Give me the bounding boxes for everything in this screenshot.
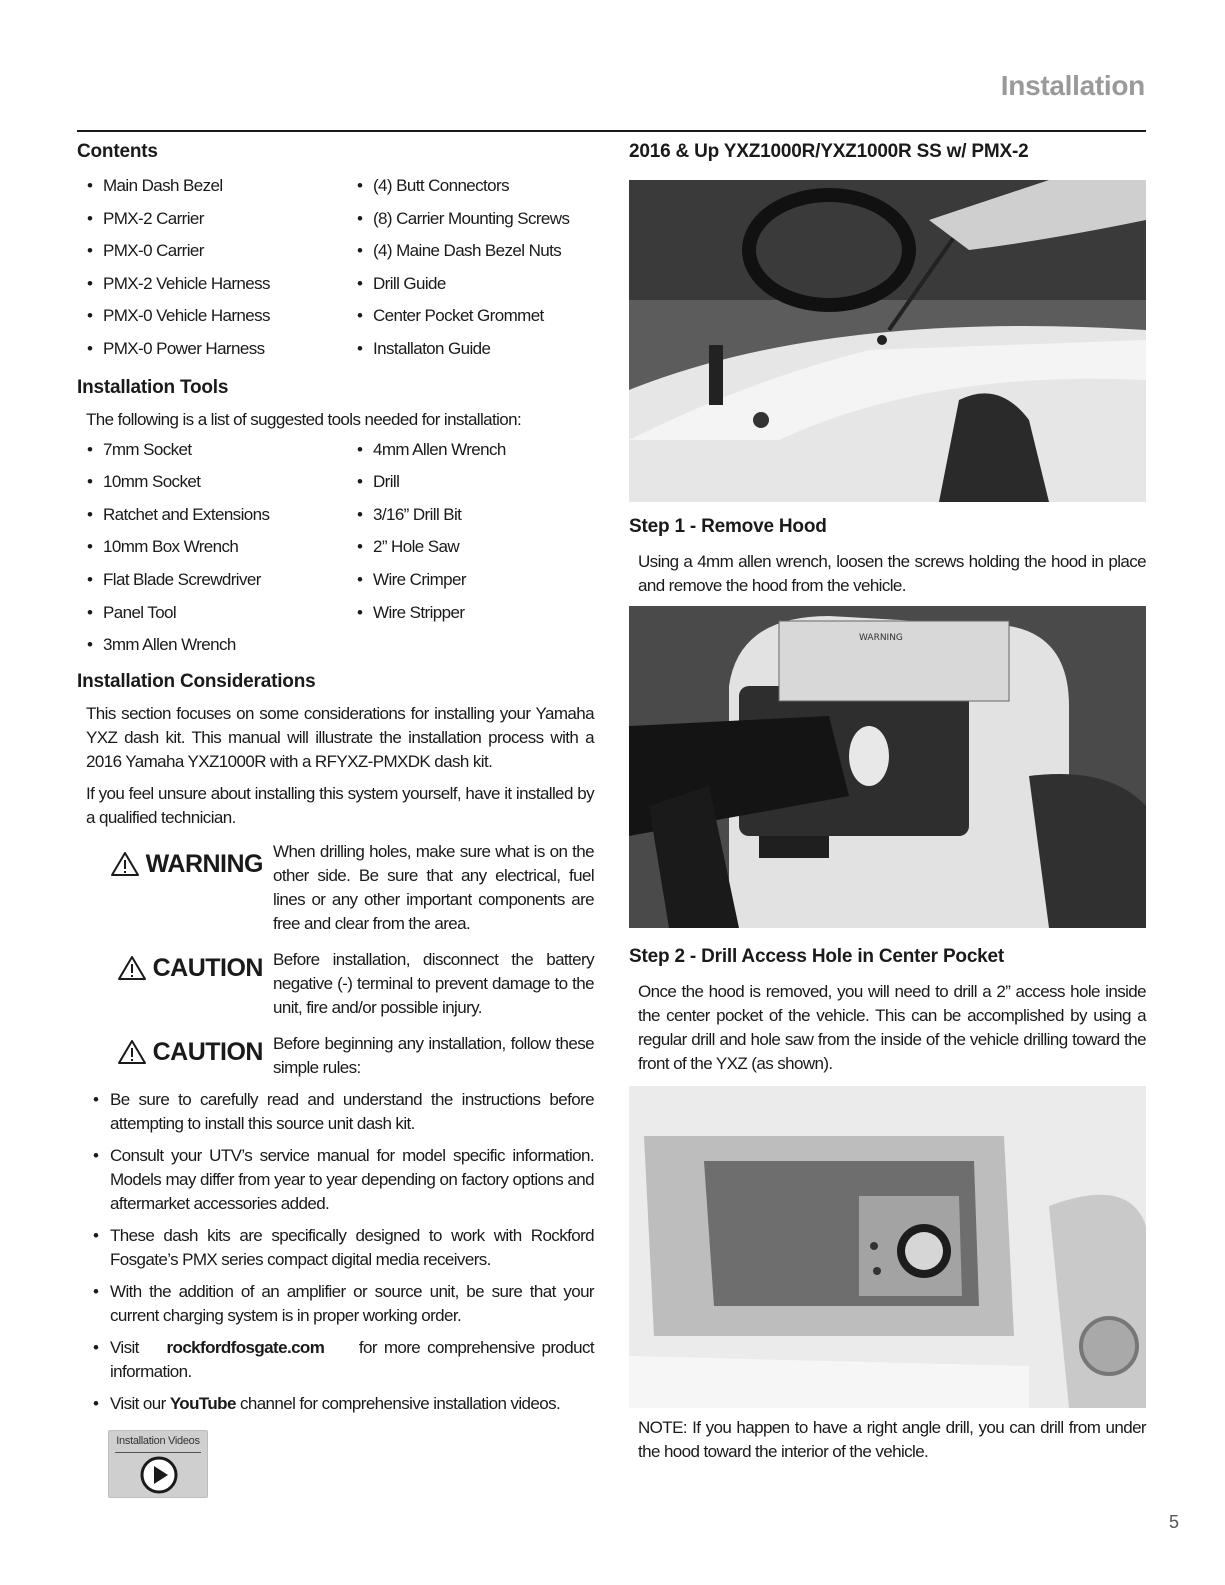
drill-image (629, 606, 1146, 928)
rules-list (77, 1088, 594, 1416)
warning-triangle-icon (110, 851, 140, 877)
tools-intro: The following is a list of suggested tools needed for installation: (86, 409, 522, 429)
list-item: • Wire Stripper (357, 597, 604, 630)
list-item: • PMX-2 Carrier (87, 203, 357, 236)
warning-triangle-icon (117, 1039, 147, 1065)
considerations-paragraph: If you feel unsure about installing this system yourself, have it installed by a qualified technician. (86, 783, 594, 827)
caution-word: CAUTION (152, 953, 263, 982)
website-link[interactable]: rockfordfosgate.com (166, 1337, 325, 1357)
list-item: • Wire Crimper (357, 564, 604, 597)
list-item: • 2” Hole Saw (357, 531, 604, 564)
list-item: • PMX-2 Vehicle Harness (87, 268, 357, 301)
list-item: • PMX-0 Power Harness (87, 333, 357, 366)
list-item: • These dash kits are specifically designed to work with Rockford Fosgate’s PMX series compact digital media receivers. (89, 1224, 594, 1272)
list-item: • (4) Butt Connectors (357, 170, 604, 203)
list-item: • Visit our YouTube channel for comprehensive installation videos. (89, 1392, 594, 1416)
list-item: • 7mm Socket (87, 434, 357, 467)
step2-text: Once the hood is removed, you will need to drill a 2” access hole inside the center pocket of the vehicle. This can be accomplished by using a regular drill and hole saw from the inside of the vehicle drilling toward the front of the YXZ (as shown). (638, 982, 1146, 1073)
contents-list (77, 170, 594, 366)
warning-alert (77, 840, 594, 936)
caution-word: CAUTION (152, 1037, 263, 1066)
caution-label (77, 1032, 273, 1067)
list-item: • 3/16” Drill Bit (357, 499, 604, 532)
list-item: • Be sure to carefully read and understand the instructions before attempting to install this source unit dash kit. (89, 1088, 594, 1136)
list-item: • With the addition of an amplifier or source unit, be sure that your current charging system is in proper working order. (89, 1280, 594, 1328)
list-item: • PMX-0 Carrier (87, 235, 357, 268)
warning-label (77, 840, 273, 879)
photo-warning-text: WARNING (859, 633, 903, 643)
list-item: • (4) Maine Dash Bezel Nuts (357, 235, 604, 268)
list-item: • PMX-0 Vehicle Harness (87, 300, 357, 333)
video-divider (115, 1452, 201, 1453)
step2-title: Step 2 - Drill Access Hole in Center Pocket (629, 946, 1005, 967)
tools-list (77, 434, 594, 662)
caution-alert (77, 948, 594, 1020)
list-item: • Center Pocket Grommet (357, 300, 604, 333)
tools-heading: Installation Tools (77, 376, 229, 398)
warning-word: WARNING (145, 849, 263, 878)
list-item: • Installaton Guide (357, 333, 604, 366)
warning-text: When drilling holes, make sure what is on the other side. Be sure that any electrical, fuel lines or any other important components are free and clear from the area. (273, 841, 594, 933)
step1-title: Step 1 - Remove Hood (629, 516, 827, 537)
page-section-title: Installation (1000, 70, 1145, 101)
list-item: • Visit rockfordfosgate.com for more comprehensive product information. (89, 1336, 594, 1384)
left-column (77, 140, 594, 1424)
remove-hood-image (629, 180, 1146, 502)
caution-alert (77, 1032, 594, 1080)
list-item: • Ratchet and Extensions (87, 499, 357, 532)
list-item: • Panel Tool (87, 597, 357, 630)
page-number: 5 (1168, 1512, 1179, 1532)
list-item: • Drill Guide (357, 268, 604, 301)
note-text: NOTE: If you happen to have a right angle drill, you can drill from under the hood toward the interior of the vehicle. (638, 1418, 1146, 1461)
list-item: • (8) Carrier Mounting Screws (357, 203, 604, 236)
center-pocket-image (629, 1086, 1146, 1408)
remove-hood-photo (629, 180, 1146, 502)
considerations-paragraph: This section focuses on some considerations for installing your Yamaha YXZ dash kit. This manual will illustrate the installation process with a 2016 Yamaha YXZ1000R with a RFYXZ-PMXDK dash kit. (86, 703, 594, 771)
list-item: • Consult your UTV’s service manual for model specific information. Models may differ from year to year depending on factory options and aftermarket accessories added. (89, 1144, 594, 1216)
drill-photo (629, 606, 1146, 928)
list-item: • 10mm Socket (87, 466, 357, 499)
warning-triangle-icon (117, 955, 147, 981)
list-item: • 3mm Allen Wrench (87, 629, 357, 662)
play-icon[interactable] (139, 1455, 179, 1495)
caution-label (77, 948, 273, 983)
youtube-link[interactable]: YouTube (169, 1393, 236, 1413)
list-item: • Main Dash Bezel (87, 170, 357, 203)
list-item: • Drill (357, 466, 604, 499)
list-item: • 4mm Allen Wrench (357, 434, 604, 467)
caution-text: Before beginning any installation, follow these simple rules: (273, 1033, 594, 1077)
contents-heading: Contents (77, 141, 158, 162)
installation-videos-thumbnail[interactable] (108, 1430, 208, 1498)
step1-text: Using a 4mm allen wrench, loosen the screws holding the hood in place and remove the hood from the vehicle. (638, 552, 1146, 595)
video-label: Installation Videos (116, 1435, 200, 1447)
header-divider (77, 130, 1146, 132)
caution-text: Before installation, disconnect the battery negative (-) terminal to prevent damage to the unit, fire and/or possible injury. (273, 949, 594, 1017)
model-heading: 2016 & Up YXZ1000R/YXZ1000R SS w/ PMX-2 (629, 141, 1029, 162)
list-item: • Flat Blade Screwdriver (87, 564, 357, 597)
list-item: • 10mm Box Wrench (87, 531, 357, 564)
center-pocket-photo (629, 1086, 1146, 1408)
considerations-heading: Installation Considerations (77, 670, 316, 692)
